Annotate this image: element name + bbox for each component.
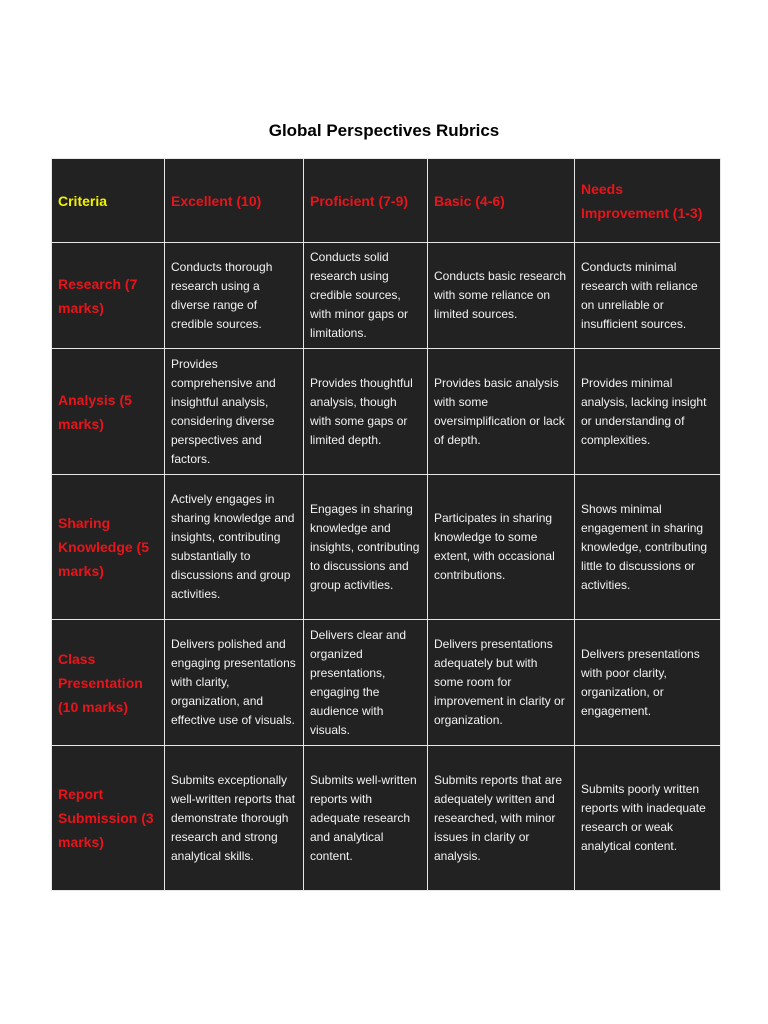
descriptor-cell: Submits well-written reports with adequate research and analytical content. <box>304 746 428 891</box>
table-row-analysis <box>52 349 721 475</box>
descriptor-cell: Provides thoughtful analysis, though with some gaps or limited depth. <box>304 349 428 475</box>
criterion-research: Research (7 marks) <box>52 243 165 349</box>
table-row-sharing-knowledge <box>52 475 721 620</box>
table-row-report-submission <box>52 746 721 891</box>
descriptor-cell: Submits reports that are adequately written and researched, with minor issues in clarity or analysis. <box>428 746 575 891</box>
descriptor-cell: Provides minimal analysis, lacking insight or understanding of complexities. <box>575 349 721 475</box>
table-header-row <box>52 159 721 243</box>
descriptor-cell: Delivers polished and engaging presentations with clarity, organization, and effective use of visuals. <box>165 620 304 746</box>
descriptor-cell: Conducts solid research using credible sources, with minor gaps or limitations. <box>304 243 428 349</box>
descriptor-cell: Participates in sharing knowledge to some extent, with occasional contributions. <box>428 475 575 620</box>
descriptor-cell: Conducts thorough research using a diverse range of credible sources. <box>165 243 304 349</box>
descriptor-cell: Submits exceptionally well-written reports that demonstrate thorough research and strong analytical skills. <box>165 746 304 891</box>
rubric-table <box>51 158 721 891</box>
table-row-class-presentation <box>52 620 721 746</box>
level-header-needs-improvement: Needs Improvement (1-3) <box>575 159 721 243</box>
criterion-report-submission: Report Submission (3 marks) <box>52 746 165 891</box>
descriptor-cell: Delivers clear and organized presentations, engaging the audience with visuals. <box>304 620 428 746</box>
descriptor-cell: Provides basic analysis with some oversimplification or lack of depth. <box>428 349 575 475</box>
level-header-proficient: Proficient (7-9) <box>304 159 428 243</box>
descriptor-cell: Engages in sharing knowledge and insights, contributing to discussions and group activities. <box>304 475 428 620</box>
descriptor-cell: Delivers presentations adequately but with some room for improvement in clarity or organization. <box>428 620 575 746</box>
criterion-sharing-knowledge: Sharing Knowledge (5 marks) <box>52 475 165 620</box>
criterion-analysis: Analysis (5 marks) <box>52 349 165 475</box>
table-row-research <box>52 243 721 349</box>
descriptor-cell: Submits poorly written reports with inadequate research or weak analytical content. <box>575 746 721 891</box>
criterion-class-presentation: Class Presentation (10 marks) <box>52 620 165 746</box>
descriptor-cell: Delivers presentations with poor clarity, organization, or engagement. <box>575 620 721 746</box>
descriptor-cell: Conducts minimal research with reliance on unreliable or insufficient sources. <box>575 243 721 349</box>
descriptor-cell: Provides comprehensive and insightful analysis, considering diverse perspectives and factors. <box>165 349 304 475</box>
level-header-basic: Basic (4-6) <box>428 159 575 243</box>
descriptor-cell: Conducts basic research with some reliance on limited sources. <box>428 243 575 349</box>
level-header-excellent: Excellent (10) <box>165 159 304 243</box>
page-title: Global Perspectives Rubrics <box>268 121 500 140</box>
descriptor-cell: Actively engages in sharing knowledge and insights, contributing substantially to discussions and group activities. <box>165 475 304 620</box>
criteria-column-header: Criteria <box>52 159 165 243</box>
descriptor-cell: Shows minimal engagement in sharing knowledge, contributing little to discussions or activities. <box>575 475 721 620</box>
